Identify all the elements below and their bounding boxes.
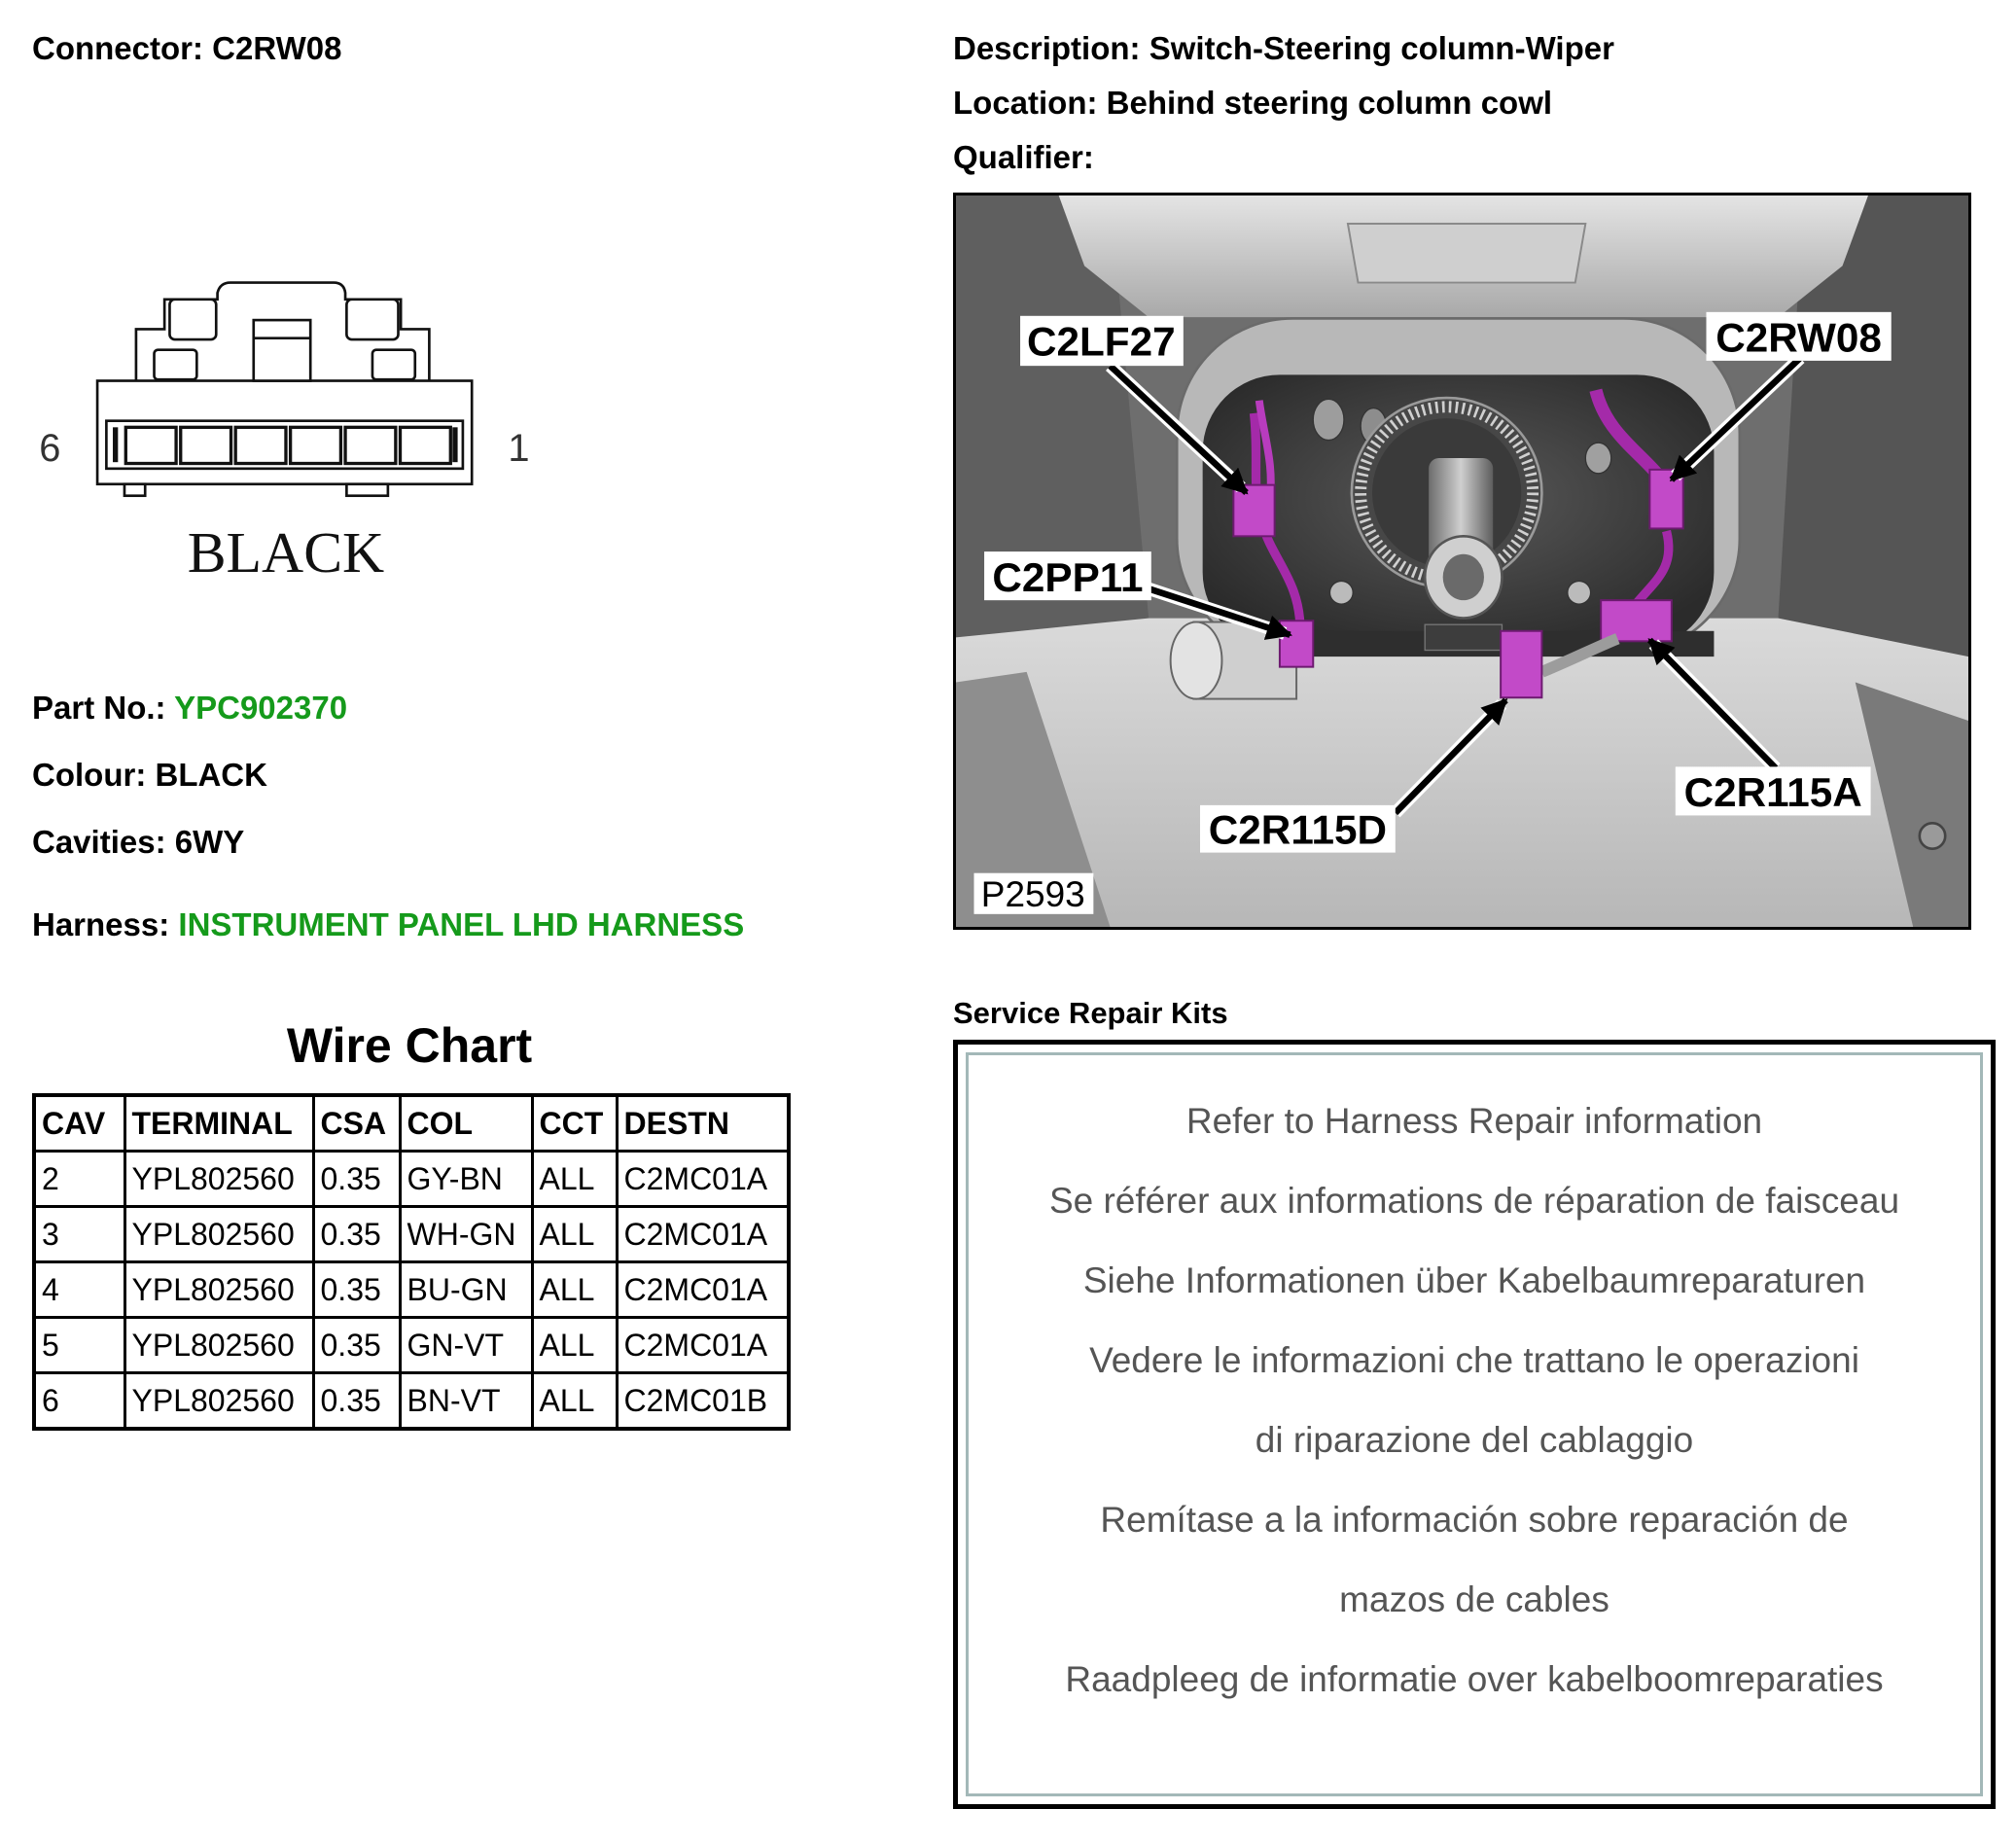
header-csa: CSA: [313, 1095, 400, 1152]
repair-info-line: Se référer aux informations de réparation de faisceau: [1048, 1181, 1900, 1221]
harness-label: Harness:: [32, 906, 170, 942]
cell-csa: 0.35: [313, 1318, 400, 1373]
cavity-row: [106, 421, 463, 469]
connector-id: C2RW08: [212, 30, 342, 66]
wire-chart-row: [34, 1262, 789, 1318]
cell-cav: 4: [34, 1262, 124, 1318]
repair-info-line: Siehe Informationen über Kabelbaumreparaturen: [1082, 1260, 1866, 1300]
cell-destn: C2MC01A: [617, 1318, 789, 1373]
cell-cct: ALL: [532, 1152, 617, 1207]
connector-heading: [32, 29, 341, 68]
connector-c2r115d-body: [1501, 631, 1541, 697]
cell-terminal: YPL802560: [124, 1262, 313, 1318]
steering-column-illustration: [956, 195, 1968, 927]
repair-info-line: mazos de cables: [1339, 1579, 1609, 1619]
header-destn: DESTN: [617, 1095, 789, 1152]
callout-label-c2rw08: C2RW08: [1715, 314, 1882, 361]
wire-chart-title: Wire Chart: [286, 1018, 533, 1073]
harness-link[interactable]: INSTRUMENT PANEL LHD HARNESS: [178, 906, 745, 942]
cell-col: BU-GN: [400, 1262, 532, 1318]
location-value: Behind steering column cowl: [1106, 85, 1553, 121]
wire-chart-row: [34, 1152, 789, 1207]
description-row: [953, 29, 1614, 68]
cavity-2: [345, 427, 396, 463]
cell-terminal: YPL802560: [124, 1373, 313, 1430]
cavity-1: [400, 427, 450, 463]
callout-label-c2pp11: C2PP11: [992, 554, 1144, 600]
location-row: [953, 84, 1552, 123]
figure-id-tag: [973, 873, 1093, 914]
cell-cct: ALL: [532, 1207, 617, 1262]
cell-csa: 0.35: [313, 1152, 400, 1207]
cell-terminal: YPL802560: [124, 1318, 313, 1373]
cell-csa: 0.35: [313, 1207, 400, 1262]
colour-value: BLACK: [155, 757, 267, 793]
callout-label-c2lf27: C2LF27: [1026, 318, 1176, 365]
figure-id: P2593: [980, 873, 1085, 914]
wire-chart-row: [34, 1373, 789, 1430]
cavities-row: [32, 823, 244, 862]
cavity-3: [291, 427, 341, 463]
wire-chart-header-row: [34, 1095, 789, 1152]
colour-label: Colour:: [32, 757, 147, 793]
cavity-4: [235, 427, 286, 463]
qualifier-row: [953, 138, 1094, 177]
part-number-label: Part No.:: [32, 690, 166, 726]
service-repair-kits-box: [953, 1040, 1996, 1809]
description-value: Switch-Steering column-Wiper: [1149, 30, 1614, 66]
cell-destn: C2MC01B: [617, 1373, 789, 1430]
cell-destn: C2MC01A: [617, 1207, 789, 1262]
service-repair-kits-title: Service Repair Kits: [953, 996, 1228, 1030]
repair-info-line: Raadpleeg de informatie over kabelboomreparaties: [1065, 1659, 1884, 1699]
cell-csa: 0.35: [313, 1262, 400, 1318]
connector-location-image: [953, 193, 1971, 930]
header-cct: CCT: [532, 1095, 617, 1152]
cavity-6: [125, 427, 176, 463]
cell-destn: C2MC01A: [617, 1152, 789, 1207]
cavity-5: [181, 427, 231, 463]
steering-shaft: [1425, 458, 1502, 619]
callout-label-c2r115a: C2R115A: [1683, 769, 1862, 816]
wire-chart-row: [34, 1207, 789, 1262]
housing-colour-label: BLACK: [187, 520, 385, 585]
repair-info-line: di riparazione del cablaggio: [1255, 1420, 1694, 1460]
part-number-link[interactable]: YPC902370: [174, 690, 348, 726]
connector-face-diagram: [26, 265, 530, 587]
connector-c2lf27-body: [1233, 485, 1274, 537]
connector-label: Connector:: [32, 30, 203, 66]
cavities-label: Cavities:: [32, 824, 166, 860]
part-number-row: [32, 689, 347, 727]
qualifier-label: Qualifier:: [953, 139, 1094, 175]
description-label: Description:: [953, 30, 1141, 66]
cell-destn: C2MC01A: [617, 1262, 789, 1318]
callout-label-c2r115d: C2R115D: [1208, 806, 1388, 853]
cell-cav: 3: [34, 1207, 124, 1262]
location-label: Location:: [953, 85, 1098, 121]
cell-cct: ALL: [532, 1318, 617, 1373]
wire-chart-row: [34, 1318, 789, 1373]
service-repair-kits-panel: [966, 1052, 1983, 1796]
cell-csa: 0.35: [313, 1373, 400, 1430]
cell-cct: ALL: [532, 1373, 617, 1430]
pin-label-left: 6: [39, 426, 61, 470]
repair-info-line: Vedere le informazioni che trattano le operazioni: [1089, 1340, 1859, 1380]
cell-cav: 5: [34, 1318, 124, 1373]
cell-terminal: YPL802560: [124, 1207, 313, 1262]
cell-cav: 6: [34, 1373, 124, 1430]
colour-row: [32, 756, 267, 795]
header-cav: CAV: [34, 1095, 124, 1152]
cell-col: WH-GN: [400, 1207, 532, 1262]
cell-cct: ALL: [532, 1262, 617, 1318]
wire-chart-table: [32, 1093, 791, 1431]
harness-row: [32, 905, 744, 944]
repair-info-line: Refer to Harness Repair information: [1185, 1101, 1763, 1141]
repair-info-line: Remítase a la información sobre reparación de: [1100, 1500, 1849, 1540]
cell-col: GN-VT: [400, 1318, 532, 1373]
cell-col: BN-VT: [400, 1373, 532, 1430]
cavities-value: 6WY: [174, 824, 245, 860]
pin-label-right: 1: [508, 426, 530, 470]
header-col: COL: [400, 1095, 532, 1152]
cell-col: GY-BN: [400, 1152, 532, 1207]
cell-cav: 2: [34, 1152, 124, 1207]
header-terminal: TERMINAL: [124, 1095, 313, 1152]
cell-terminal: YPL802560: [124, 1152, 313, 1207]
